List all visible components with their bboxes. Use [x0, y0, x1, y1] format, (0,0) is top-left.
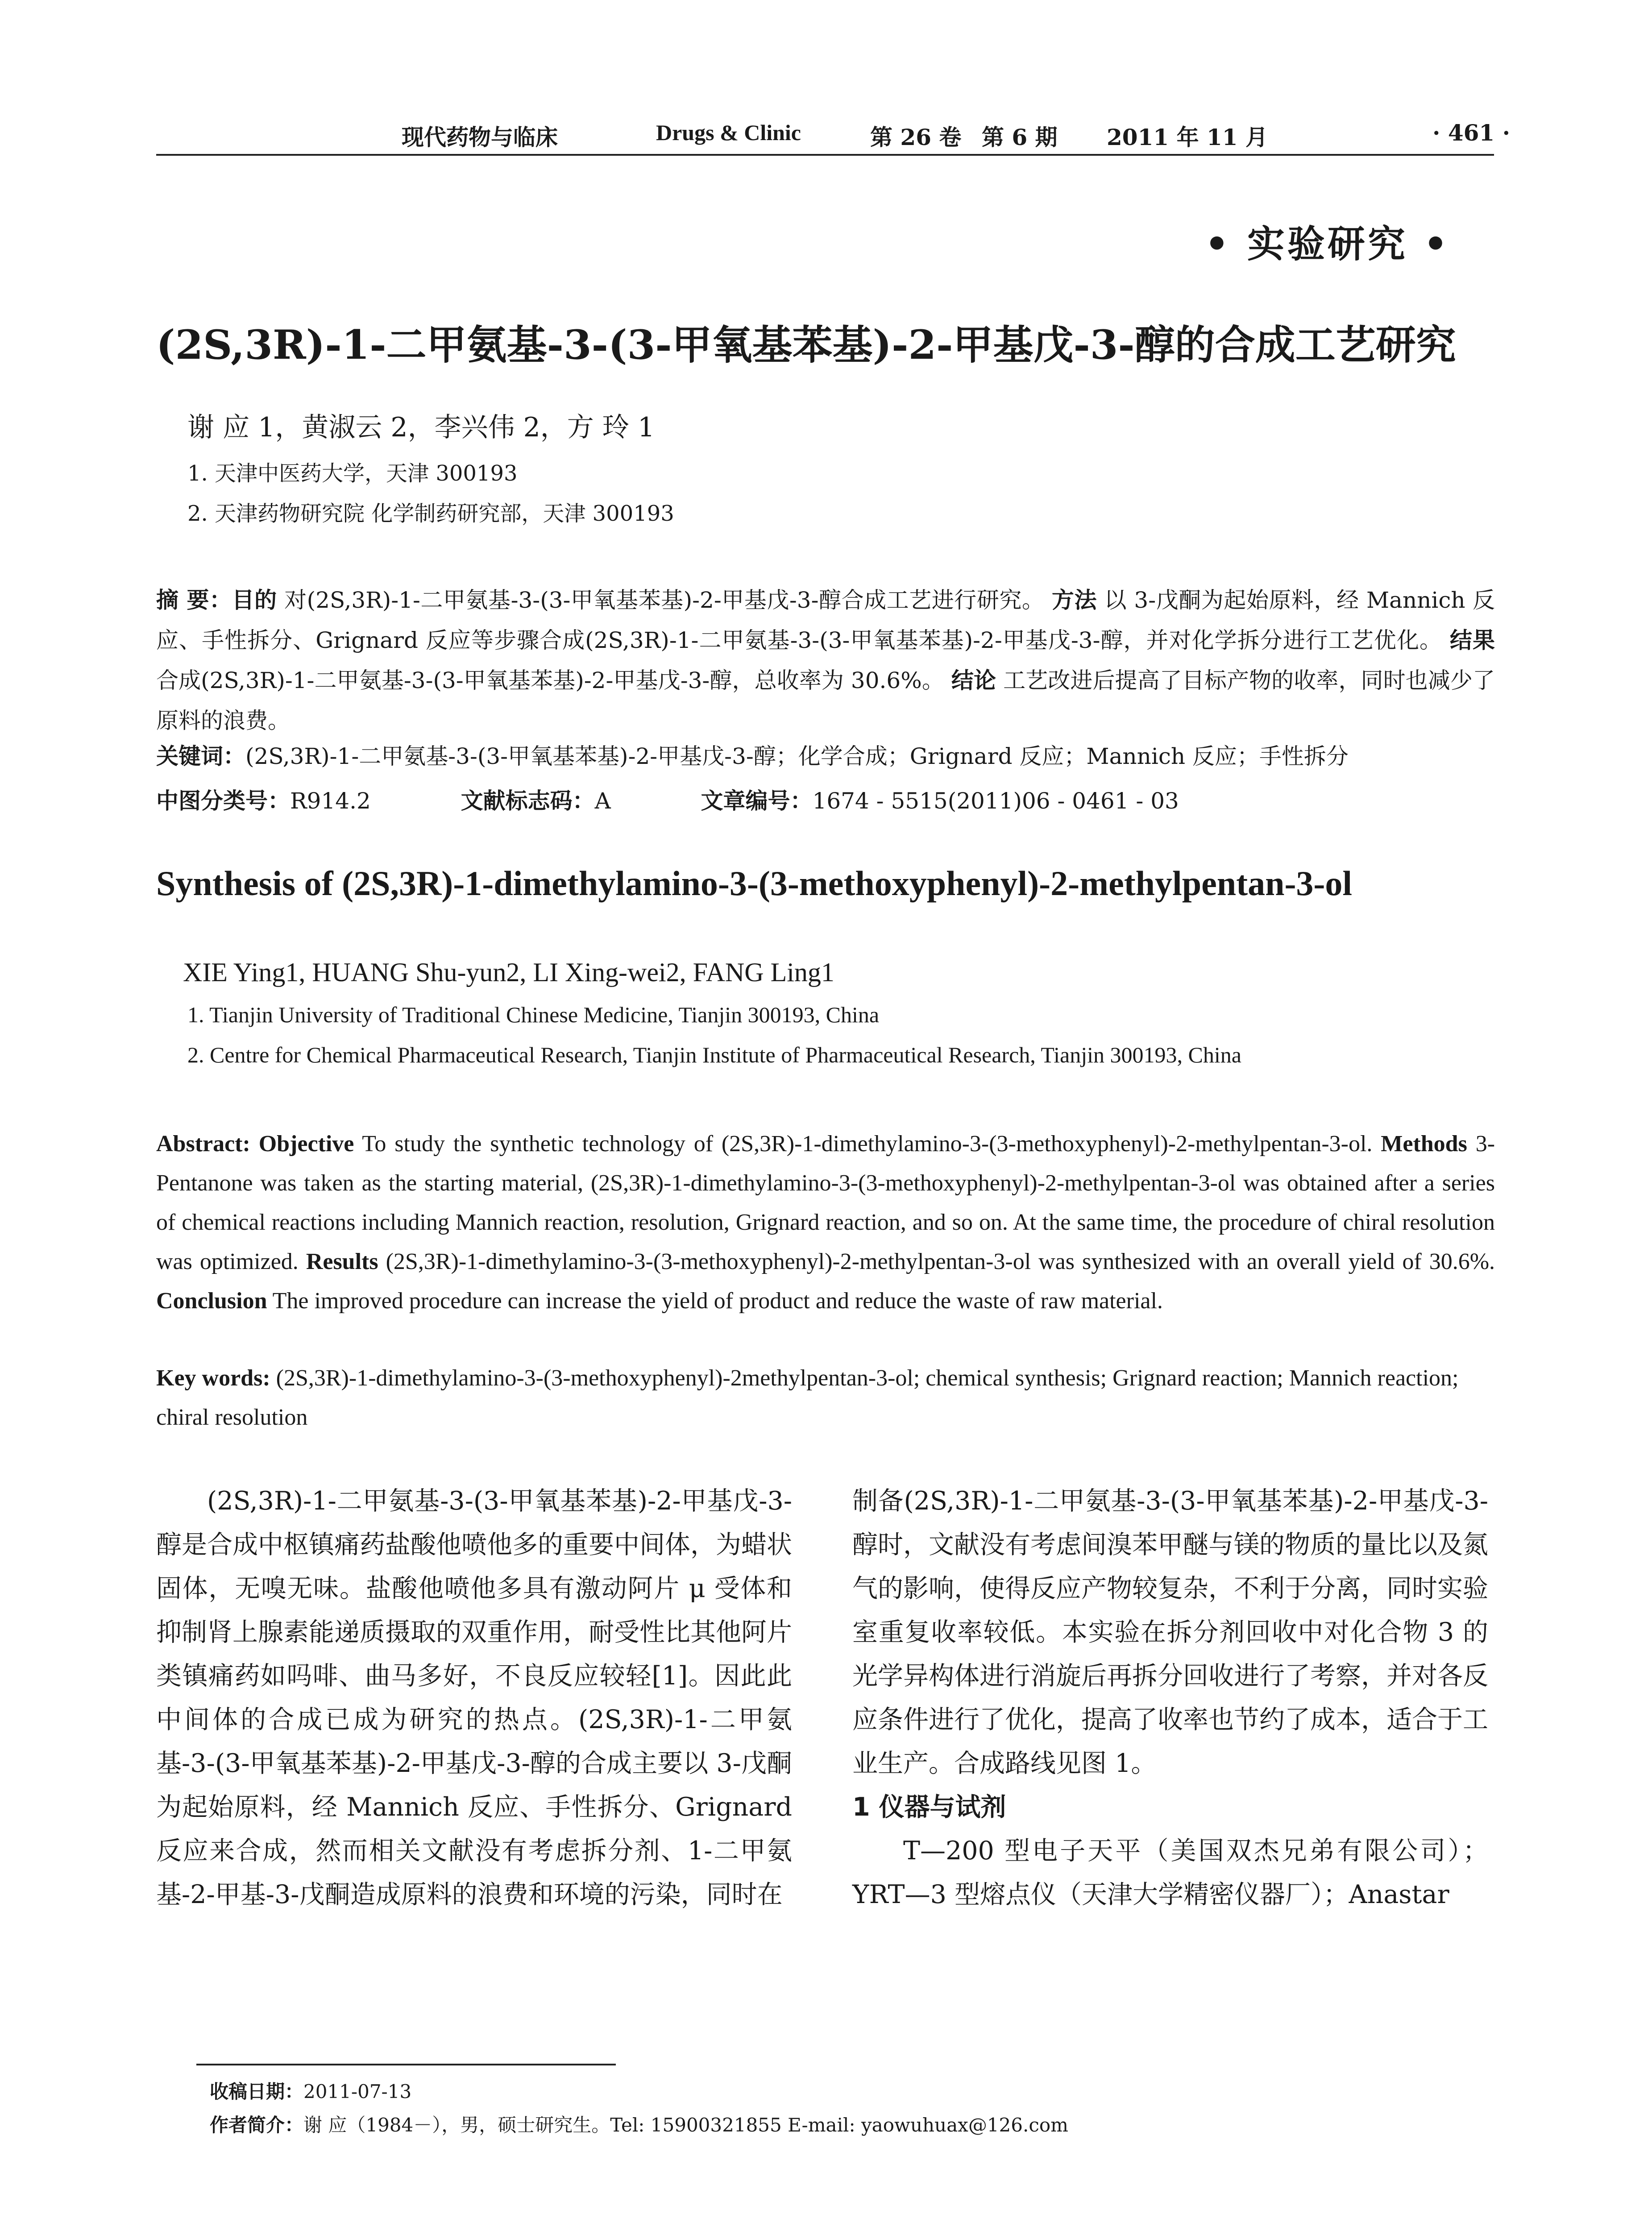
section-heading-instruments: 1 仪器与试剂 — [852, 1792, 1006, 1822]
en-keywords-text: (2S,3R)-1-dimethylamino-3-(3-methoxyphenyl)-2methylpentan-3-ol; chemical synthesis; Grignard reaction; Mannich reaction; chiral resolution — [156, 1365, 1459, 1430]
intro-paragraph: (2S,3R)-1-二甲氨基-3-(3-甲氧基苯基)-2-甲基戊-3-醇是合成中枢镇痛药盐酸他喷他多的重要中间体，为蜡状固体，无嗅无味。盐酸他喷他多具有激动阿片 μ 受体和抑制肾上腺素能递质摄取的双重作用，耐受性比其他阿片类镇痛药如吗啡、曲马多好，不良反应较轻[1]。因此此中间体的合成已成为研究的热点。(2S,3R)-1-二甲氨基-3-(3-甲氧基苯基)-2-甲基戊-3-醇的合成主要以 3-戊酮为起始原料，经 Mannich 反应、手性拆分、Grignard 反应来合成，然而相关文献没有考虑拆分剂、1-二甲氨基-2-甲基-3-戊酮造成原料的浪费和环境的污染，同时在 — [156, 1486, 792, 1909]
objective-label: 目的 — [232, 587, 277, 613]
en-methods-text: 3-Pentanone was taken as the starting material, (2S,3R)-1-dimethylamino-3-(3-methoxyphenyl)-2-methylpentan-3-ol was obtained after a series of chemical reactions including Mannich reaction, resolution, Grignard reaction, and so on. At the same time, the procedure of chiral resolution was optimized. — [156, 1131, 1495, 1274]
en-methods-label: Methods — [1381, 1131, 1467, 1157]
received-date-footnote — [210, 2077, 411, 2104]
classification-line — [156, 783, 1179, 815]
methods-label: 方法 — [1051, 587, 1097, 613]
volume: 第 26 卷 — [870, 124, 962, 150]
doc-code-value: A — [594, 788, 611, 814]
methods-text: 以 3-戊酮为起始原料，经 Mannich 反应、手性拆分、Grignard 反应等步骤合成(2S,3R)-1-二甲氨基-3-(3-甲氧基苯基)-2-甲基戊-3-醇，并对化学拆分进行工艺优化。 — [156, 587, 1495, 653]
conclusion-label: 结论 — [951, 668, 996, 693]
english-affiliation-2: 2. Centre for Chemical Pharmaceutical Research, Tianjin Institute of Pharmaceutical Research, Tianjin 300193, China — [187, 1042, 1241, 1067]
english-keywords — [156, 1359, 1495, 1437]
chinese-abstract — [156, 580, 1495, 741]
en-results-label: Results — [306, 1249, 378, 1274]
author-bio-label: 作者简介： — [210, 2114, 304, 2136]
instruments-paragraph: T—200 型电子天平（美国双杰兄弟有限公司）；YRT—3 型熔点仪（天津大学精密仪器厂）；Anastar — [852, 1836, 1488, 1909]
chinese-affiliation-2: 2. 天津药物研究院 化学制药研究部，天津 300193 — [187, 501, 674, 526]
author-bio-footnote — [210, 2111, 1068, 2137]
chinese-title: (2S,3R)-1-二甲氨基-3-(3-甲氧基苯基)-2-甲基戊-3-醇的合成工艺研究 — [156, 321, 1456, 369]
english-abstract — [156, 1124, 1495, 1321]
running-header — [156, 120, 1510, 151]
objective-text: 对(2S,3R)-1-二甲氨基-3-(3-甲氧基苯基)-2-甲基戊-3-醇合成工艺进行研究。 — [284, 587, 1045, 613]
chinese-affiliation-1: 1. 天津中医药大学，天津 300193 — [187, 461, 518, 486]
author-bio-value: 谢 应（1984－），男，硕士研究生。Tel: 15900321855 E-mail: yaowuhuax@126.com — [303, 2114, 1068, 2136]
keywords-label: 关键词： — [156, 743, 245, 769]
results-text: 合成(2S,3R)-1-二甲氨基-3-(3-甲氧基苯基)-2-甲基戊-3-醇，总收率为 30.6%。 — [156, 668, 944, 693]
journal-name-cn: 现代药物与临床 — [402, 124, 558, 150]
en-objective-label: Objective — [258, 1131, 354, 1157]
received-value: 2011-07-13 — [303, 2081, 412, 2102]
en-results-text: (2S,3R)-1-dimethylamino-3-(3-methoxyphenyl)-2-methylpentan-3-ol was synthesized with an overall yield of 30.6%. — [386, 1249, 1495, 1274]
received-label: 收稿日期： — [210, 2081, 304, 2102]
body-column-left — [156, 1479, 792, 1916]
chinese-keywords — [156, 736, 1495, 776]
doc-code-label: 文献标志码： — [461, 788, 595, 814]
issue: 第 6 期 — [982, 124, 1058, 150]
clc-value: R914.2 — [290, 788, 371, 814]
en-keywords-label: Key words: — [156, 1365, 270, 1391]
english-title: Synthesis of (2S,3R)-1-dimethylamino-3-(3-methoxyphenyl)-2-methylpentan-3-ol — [156, 864, 1353, 903]
keywords-text: (2S,3R)-1-二甲氨基-3-(3-甲氧基苯基)-2-甲基戊-3-醇；化学合成；Grignard 反应；Mannich 反应；手性拆分 — [245, 743, 1349, 769]
intro-paragraph-continued: 制备(2S,3R)-1-二甲氨基-3-(3-甲氧基苯基)-2-甲基戊-3-醇时，文献没有考虑间溴苯甲醚与镁的物质的量比以及氮气的影响，使得反应产物较复杂，不利于分离，同时实验室重复收率较低。本实验在拆分剂回收中对化合物 3 的光学异构体进行消旋后再拆分回收进行了考察，并对各反应条件进行了优化，提高了收率也节约了成本，适合于工业生产。合成路线见图 1。 — [852, 1486, 1488, 1778]
chinese-authors: 谢 应 1，黄淑云 2，李兴伟 2，方 玲 1 — [187, 412, 655, 443]
article-no-value: 1674 - 5515(2011)06 - 0461 - 03 — [812, 788, 1179, 814]
en-objective-text: To study the synthetic technology of (2S,3R)-1-dimethylamino-3-(3-methoxyphenyl)-2-methylpentan-3-ol. — [362, 1131, 1373, 1157]
abstract-label: 摘 要： — [156, 587, 232, 613]
clc-label: 中图分类号： — [156, 788, 290, 814]
conclusion-text: 工艺改进后提高了目标产物的收率，同时也减少了原料的浪费。 — [156, 668, 1495, 734]
en-abstract-label: Abstract: — [156, 1131, 250, 1157]
section-tag: • 实验研究 • — [1205, 222, 1450, 266]
english-affiliation-1: 1. Tianjin University of Traditional Chinese Medicine, Tianjin 300193, China — [187, 1002, 880, 1027]
article-no-label: 文章编号： — [701, 788, 813, 814]
issue-date: 2011 年 11 月 — [1107, 124, 1268, 150]
header-rule — [156, 154, 1494, 156]
footnote-rule — [196, 2064, 616, 2065]
english-authors: XIE Ying1, HUANG Shu-yun2, LI Xing-wei2, FANG Ling1 — [183, 958, 834, 987]
results-label: 结果 — [1449, 627, 1495, 653]
page-number: · 461 · — [1432, 120, 1510, 146]
journal-name-en: Drugs & Clinic — [656, 120, 801, 145]
en-conclusion-label: Conclusion — [156, 1288, 267, 1314]
en-conclusion-text: The improved procedure can increase the yield of product and reduce the waste of raw material. — [272, 1288, 1163, 1314]
body-column-right — [852, 1479, 1488, 1916]
